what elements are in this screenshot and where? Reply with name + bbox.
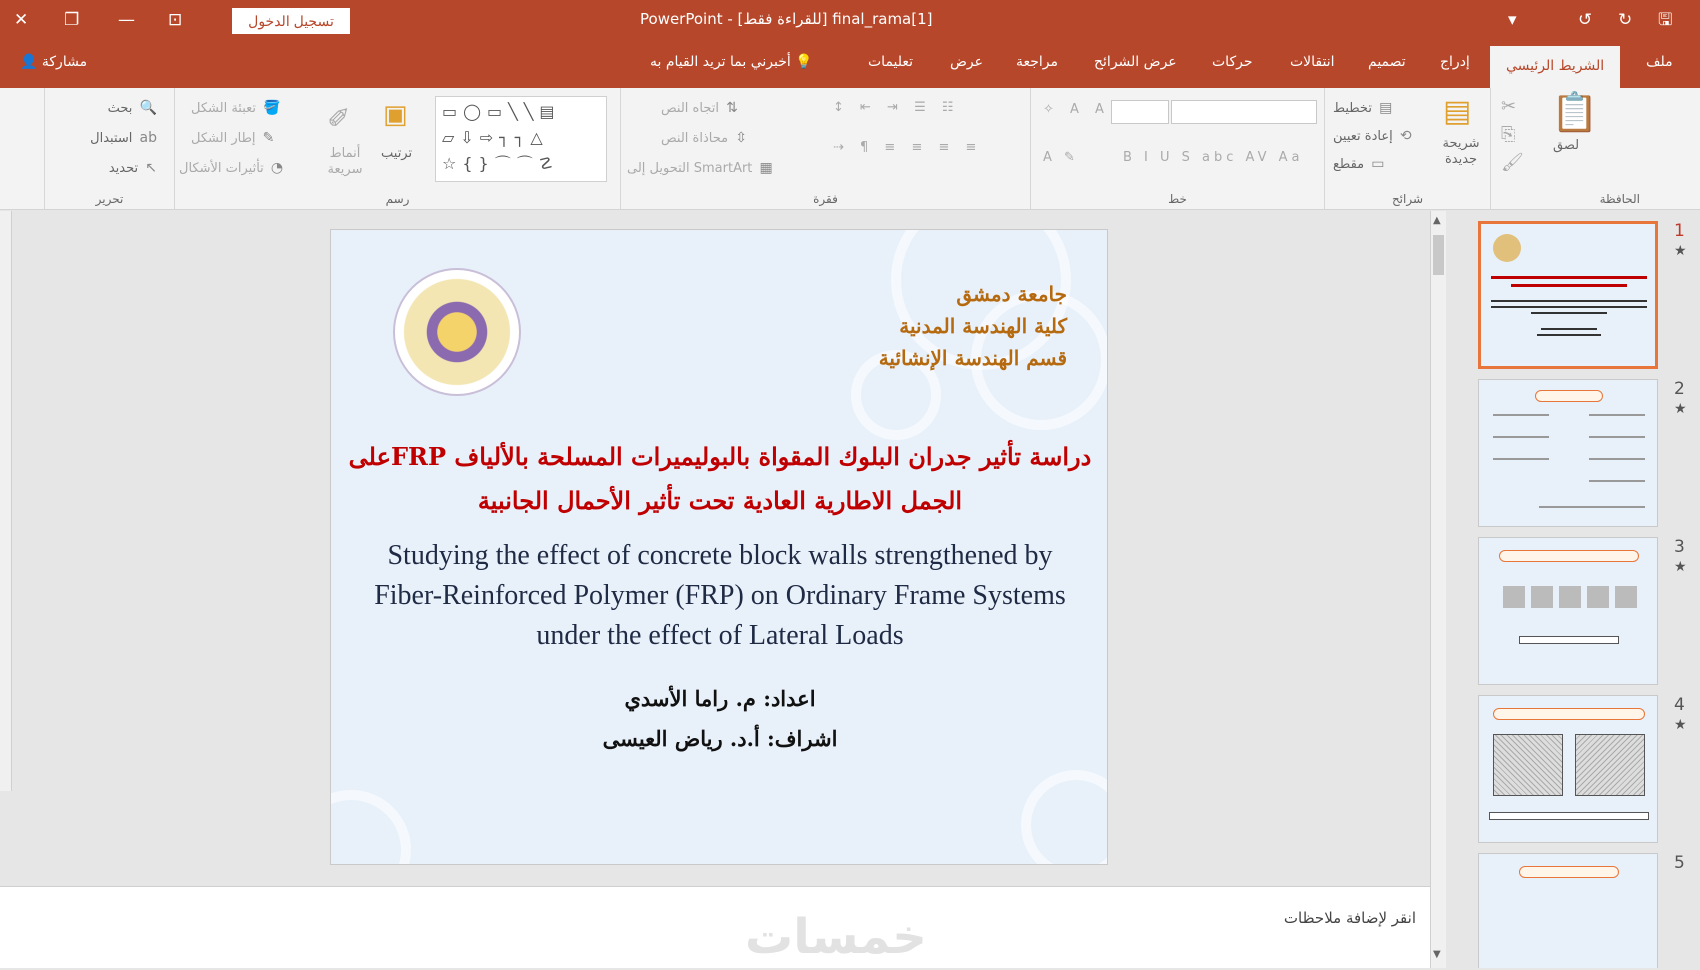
shape-fill-button[interactable] <box>191 100 284 116</box>
thumbnail-heading <box>1499 550 1639 562</box>
arabic-title-line2: الجمل الاطارية العادية تحت تأثير الأحمال الجانبية <box>477 486 963 515</box>
thumbnail-line <box>1511 284 1627 287</box>
thumbnail-figure <box>1493 734 1563 796</box>
animation-star-icon: ★ <box>1674 559 1687 575</box>
share-button[interactable] <box>20 54 87 70</box>
font-color-icons[interactable]: A ✎ <box>1043 150 1079 165</box>
shape-effects-label: تأثيرات الأشكال <box>179 161 264 176</box>
thumbnail-line <box>1589 458 1645 460</box>
animation-star-icon: ★ <box>1674 243 1687 259</box>
redo-icon[interactable]: ↻ <box>1618 10 1633 30</box>
reset-icon: ⟲ <box>1399 128 1412 144</box>
paragraph-group-label: فقرة <box>813 192 838 206</box>
slide-thumbnails <box>1446 211 1700 968</box>
text-direction-icon: ⇅ <box>726 100 738 116</box>
tab-review[interactable]: مراجعة <box>1016 54 1059 70</box>
tab-insert[interactable]: إدراج <box>1440 54 1470 70</box>
section-button[interactable] <box>1333 156 1388 172</box>
effects-icon: ◔ <box>270 160 284 176</box>
tell-me-box[interactable] <box>650 54 813 70</box>
paste-icon[interactable]: 📋 <box>1551 90 1599 134</box>
notes-placeholder[interactable]: انقر لإضافة ملاحظات <box>1283 909 1416 927</box>
animation-star-icon: ★ <box>1674 717 1687 733</box>
layout-label: تخطيط <box>1333 101 1372 116</box>
smartart-icon: ▦ <box>759 160 773 176</box>
thumbnail-caption <box>1489 812 1649 820</box>
shape-effects-button[interactable] <box>179 160 286 176</box>
tab-slideshow[interactable]: عرض الشرائح <box>1094 54 1177 70</box>
thumbnail-slide-5[interactable] <box>1478 853 1658 968</box>
english-title-line3: under the effect of Lateral Loads <box>536 620 904 651</box>
clipboard-group-label: الحافظة <box>1599 192 1640 206</box>
shapes-gallery[interactable]: ▭◯▭╲╲▤ ▱⇩⇨┐┐△ ☆{}⌒⌒☡ <box>435 96 607 182</box>
current-slide[interactable] <box>330 229 1108 865</box>
english-title-line1: Studying the effect of concrete block walls strengthened by <box>387 540 1053 571</box>
find-label: بحث <box>107 101 133 116</box>
replace-button[interactable] <box>90 130 160 146</box>
align-text-label: محاذاة النص <box>661 131 729 146</box>
shape-outline-button[interactable] <box>191 130 277 146</box>
replace-label: استبدال <box>90 131 133 146</box>
smartart-label: التحويل إلى SmartArt <box>627 161 753 176</box>
tab-home[interactable]: الشريط الرئيسي <box>1490 46 1620 88</box>
editing-group-label: تحرير <box>95 192 124 206</box>
left-scrollbar[interactable] <box>0 211 12 791</box>
thumbnail-block <box>1503 586 1525 608</box>
shape-fill-label: تعبئة الشكل <box>191 101 257 116</box>
tell-me-label: أخبرني بما تريد القيام به <box>650 54 791 70</box>
university-logo <box>393 268 521 396</box>
thumbnail-line <box>1537 334 1601 336</box>
cut-icon[interactable]: ✂ <box>1501 96 1517 117</box>
thumbnail-block <box>1531 586 1553 608</box>
cursor-icon: ↖ <box>145 160 157 176</box>
animation-star-icon: ★ <box>1674 401 1687 417</box>
tab-animations[interactable]: حركات <box>1212 54 1253 70</box>
list-icons[interactable]: ↕ ⇤ ⇥ ☰ ☷ <box>833 100 960 115</box>
tab-file[interactable]: ملف <box>1646 54 1673 70</box>
thumbnail-number: 2 <box>1674 379 1685 399</box>
tab-help[interactable]: تعليمات <box>868 54 914 70</box>
thumbnail-line <box>1493 458 1549 460</box>
ribbon <box>0 88 1700 210</box>
align-text-button[interactable] <box>661 130 750 146</box>
thumbnail-block <box>1559 586 1581 608</box>
university-name: جامعة دمشق <box>956 282 1067 306</box>
drawing-group-label: رسم <box>385 192 410 206</box>
thumbnail-line <box>1491 306 1647 308</box>
prepared-by: اعداد: م. راما الأسدي <box>624 686 816 711</box>
quick-styles-icon[interactable]: ✐ <box>327 102 351 135</box>
thumbnail-number: 1 <box>1674 221 1685 241</box>
title-bar <box>0 0 1700 40</box>
slides-group-label: شرائح <box>1391 192 1424 206</box>
thumbnail-heading <box>1535 390 1603 402</box>
scroll-up-icon[interactable]: ▲ <box>1433 215 1441 226</box>
text-direction-label: اتجاه النص <box>661 101 719 116</box>
new-slide-icon[interactable]: ▤ <box>1443 94 1472 129</box>
font-size-box[interactable] <box>1111 100 1169 124</box>
thumbnail-slide-3[interactable] <box>1478 537 1658 685</box>
thumbnail-line <box>1539 506 1645 508</box>
ribbon-options-icon[interactable]: ⊡ <box>168 10 183 30</box>
font-size-icons[interactable]: ✧ A A <box>1043 102 1110 117</box>
paragraph-group <box>620 88 1030 210</box>
copy-icon[interactable]: ⎘ <box>1501 124 1516 145</box>
scroll-down-icon[interactable]: ▼ <box>1433 949 1441 960</box>
notes-pane[interactable] <box>0 886 1430 968</box>
replace-icon: ab <box>139 130 157 146</box>
decor-circle <box>330 790 411 865</box>
font-group <box>1030 88 1324 210</box>
close-icon[interactable]: ✕ <box>14 10 29 30</box>
pencil-icon: ✎ <box>262 130 275 146</box>
lightbulb-icon: 💡 <box>795 54 813 70</box>
undo-icon[interactable]: ↺ <box>1578 10 1593 30</box>
faculty-name: كلية الهندسة المدنية <box>899 314 1067 338</box>
format-painter-icon[interactable]: 🖌 <box>1501 152 1524 173</box>
select-button[interactable] <box>109 160 160 176</box>
thumbnail-number: 3 <box>1674 537 1685 557</box>
quick-styles-label[interactable]: أنماط سريعة <box>327 146 363 177</box>
thumbnail-line <box>1589 414 1645 416</box>
tab-transitions[interactable]: انتقالات <box>1290 54 1335 70</box>
layout-icon: ▤ <box>1379 100 1393 116</box>
smartart-button[interactable] <box>627 160 776 176</box>
new-slide-label[interactable]: شريحة جديدة <box>1442 136 1480 167</box>
thumbnail-number: 5 <box>1674 853 1685 873</box>
editing-group <box>44 88 174 210</box>
clipboard-group <box>1490 88 1700 210</box>
drawing-group <box>174 88 620 210</box>
paste-label[interactable]: لصق <box>1553 138 1580 153</box>
font-name-box[interactable] <box>1171 100 1317 124</box>
restore-icon[interactable]: ❐ <box>64 10 80 30</box>
align-text-icon: ⇳ <box>735 130 747 146</box>
find-button[interactable] <box>108 100 160 116</box>
thumbnail-line <box>1589 436 1645 438</box>
qat-dropdown-icon[interactable]: ▾ <box>1508 10 1517 30</box>
thumbnail-caption <box>1519 636 1619 644</box>
shape-outline-label: إطار الشكل <box>191 131 256 146</box>
thumbnail-number: 4 <box>1674 695 1685 715</box>
align-icons[interactable]: ⇢ ¶ ≡ ≡ ≡ ≡ <box>833 140 983 155</box>
font-style-buttons[interactable]: B I U S abc AV Aa <box>1123 150 1304 165</box>
thumbnail-heading <box>1519 866 1619 878</box>
thumbnail-block <box>1615 586 1637 608</box>
department-name: قسم الهندسة الإنشائية <box>878 346 1067 370</box>
thumbnail-figure <box>1575 734 1645 796</box>
slide-editor <box>0 211 1430 965</box>
slides-group <box>1324 88 1490 210</box>
tab-view[interactable]: عرض <box>950 54 984 70</box>
ribbon-tabs <box>0 40 1700 88</box>
text-direction-button[interactable] <box>661 100 741 116</box>
minimize-icon[interactable]: — <box>118 10 135 30</box>
section-icon: ▭ <box>1371 156 1385 172</box>
thumbnail-line <box>1491 276 1647 279</box>
login-button[interactable]: تسجيل الدخول <box>232 8 350 34</box>
thumbnail-line <box>1493 436 1549 438</box>
thumbnail-line <box>1491 300 1647 302</box>
arrange-label[interactable]: ترتيب <box>381 146 413 161</box>
font-group-label: خط <box>1168 192 1187 206</box>
person-icon: 👤 <box>20 54 42 70</box>
thumbnail-line <box>1589 480 1645 482</box>
thumbnail-heading <box>1493 708 1645 720</box>
thumbnail-line <box>1541 328 1597 330</box>
thumbnail-line <box>1493 414 1549 416</box>
window-title: PowerPoint - [للقراءة فقط] final_rama[1] <box>640 10 933 28</box>
thumbnail-line <box>1531 312 1607 314</box>
reset-button[interactable] <box>1333 128 1415 144</box>
thumbnail-block <box>1587 586 1609 608</box>
paint-bucket-icon: 🪣 <box>263 100 281 116</box>
watermark: خمسات <box>745 909 927 965</box>
editor-scrollbar[interactable] <box>1430 211 1446 968</box>
supervised-by: اشراف: أ.د. رياض العيسى <box>602 726 838 751</box>
thumbnail-slide-2[interactable] <box>1478 379 1658 527</box>
english-title-line2: Fiber-Reinforced Polymer (FRP) on Ordinary Frame Systems <box>374 580 1066 611</box>
tab-design[interactable]: تصميم <box>1368 54 1406 70</box>
decor-circle <box>1021 770 1108 865</box>
arrange-icon[interactable]: ▣ <box>383 100 408 130</box>
section-label: مقطع <box>1333 157 1365 172</box>
reset-label: إعادة تعيين <box>1333 129 1393 144</box>
select-label: تحديد <box>108 161 139 176</box>
search-icon: 🔍 <box>139 100 157 116</box>
share-label: مشاركة <box>41 54 88 70</box>
layout-button[interactable] <box>1333 100 1395 116</box>
thumbnail-slide-4[interactable] <box>1478 695 1658 843</box>
arabic-title-line1: دراسة تأثير جدران البلوك المقواة بالبوليميرات المسلحة بالألياف FRPعلى <box>348 442 1092 471</box>
scroll-thumb[interactable] <box>1433 235 1444 275</box>
thumbnail-logo <box>1493 234 1521 262</box>
thumbnail-slide-1[interactable] <box>1478 221 1658 369</box>
save-icon[interactable]: 🖫 <box>1658 10 1673 30</box>
